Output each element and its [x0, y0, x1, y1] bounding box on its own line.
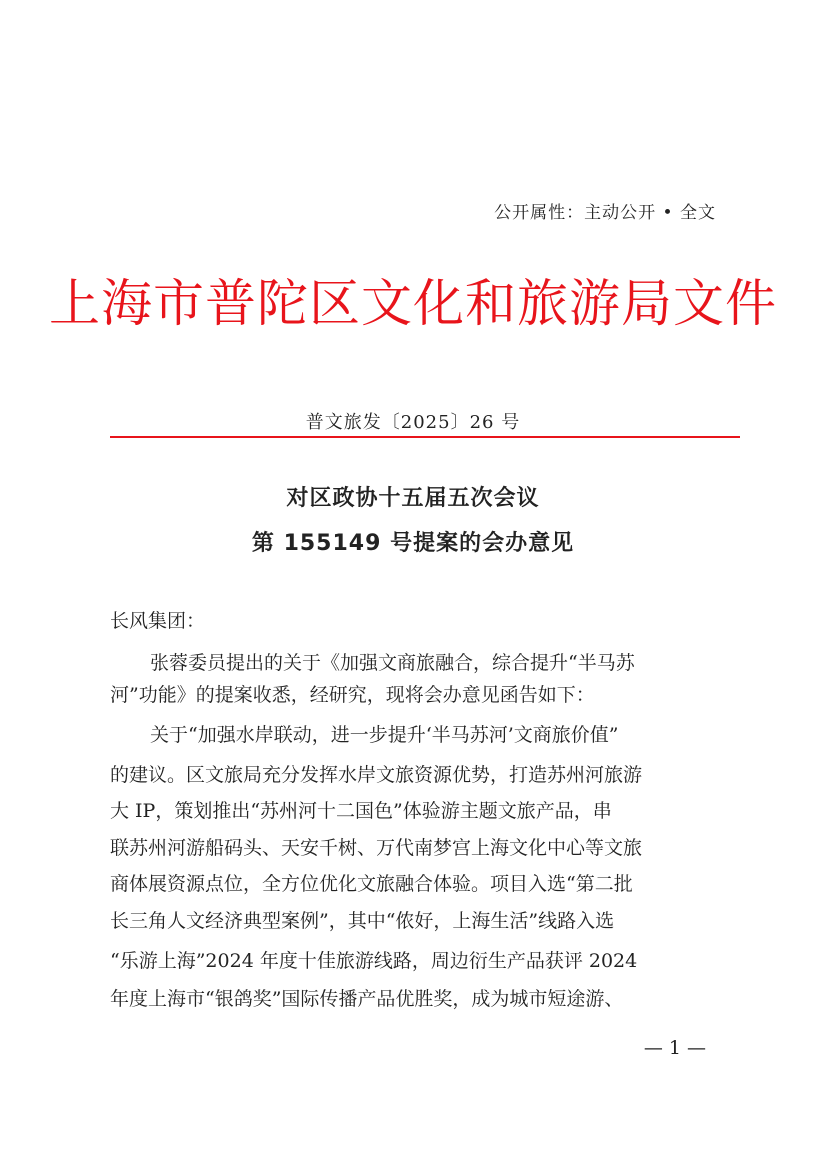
addressee: 长风集团： [110, 610, 206, 632]
red-divider [110, 436, 740, 438]
body-line: 商体展资源点位，全方位优化文旅融合体验。项目入选“第二批 [110, 873, 633, 895]
page-number: — 1 — [643, 1037, 706, 1059]
body-line: 河”功能》的提案收悉，经研究，现将会办意见函告如下： [110, 684, 595, 706]
body-line: 张蓉委员提出的关于《加强文商旅融合，综合提升“半马苏 [150, 652, 635, 674]
body-line: 大 IP，策划推出“苏州河十二国色”体验游主题文旅产品，串 [110, 800, 612, 822]
document-header: 上海市普陀区文化和旅游局文件 [48, 275, 777, 334]
body-line: 联苏州河游船码头、天安千树、万代南梦宫上海文化中心等文旅 [110, 837, 643, 859]
document-number: 普文旅发〔2025〕26 号 [305, 412, 521, 433]
body-line: 的建议。区文旅局充分发挥水岸文旅资源优势，打造苏州河旅游 [110, 764, 643, 786]
body-line: “乐游上海”2024 年度十佳旅游线路，周边衍生产品获评 2024 [110, 950, 638, 972]
body-line: 关于“加强水岸联动，进一步提升‘半马苏河’文商旅价值” [150, 724, 619, 746]
body-line: 长三角人文经济典型案例”，其中“侬好，上海生活”线路入选 [110, 910, 615, 932]
body-line: 年度上海市“银鸽奖”国际传播产品优胜奖，成为城市短途游、 [110, 988, 624, 1010]
disclosure-attribute: 公开属性：主动公开 • 全文 [494, 203, 716, 223]
title-line-2: 第 155149 号提案的会办意见 [251, 531, 575, 556]
title-line-1: 对区政协十五届五次会议 [286, 486, 540, 511]
